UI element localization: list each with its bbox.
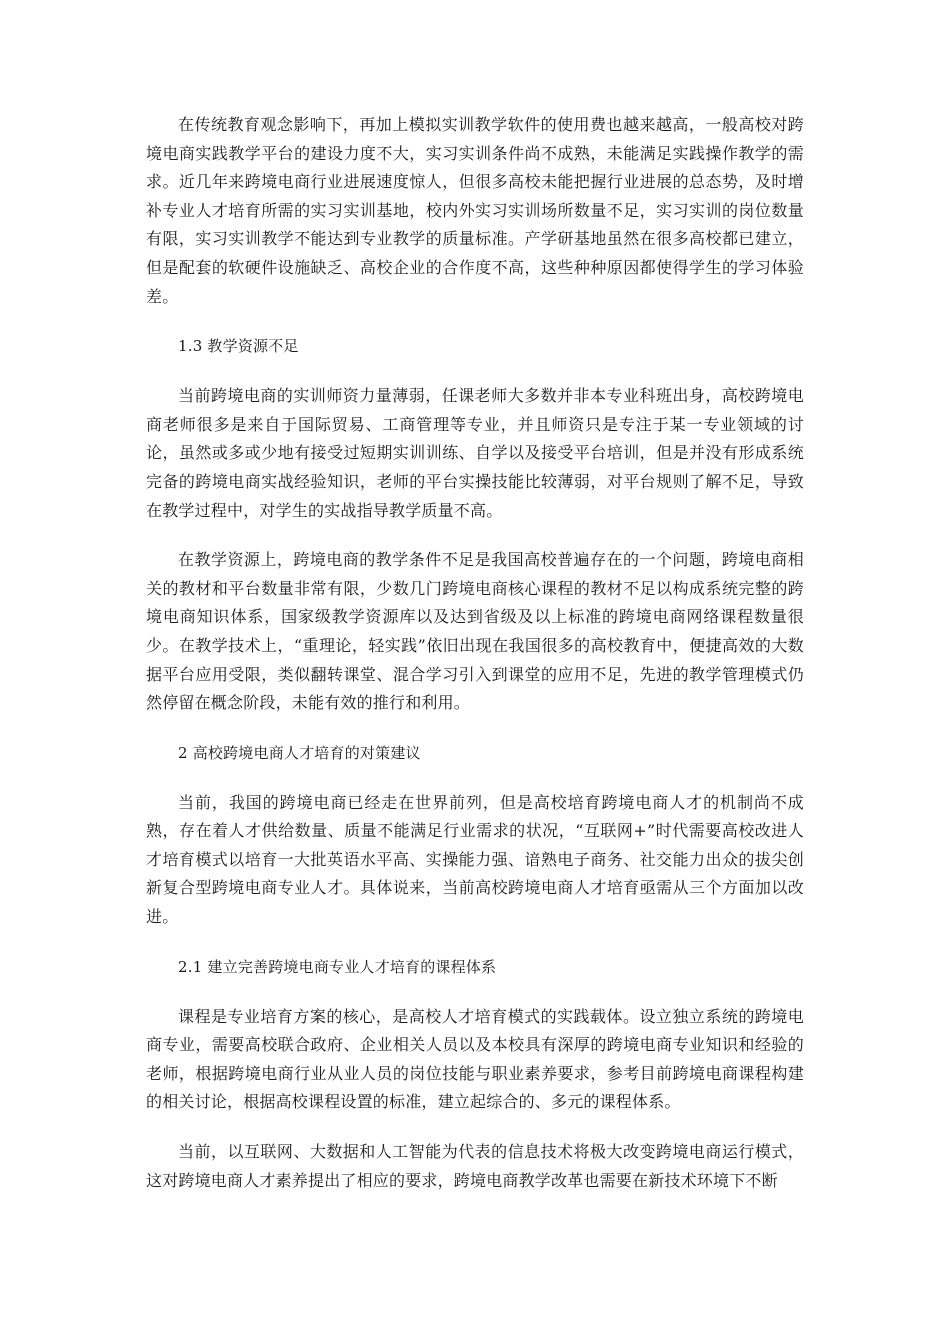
paragraph-countermeasures-intro: 当前，我国的跨境电商已经走在世界前列，但是高校培育跨境电商人才的机制尚不成熟，存在着人才供给数量、质量不能满足行业需求的状况，“互联网+”时代需要高校改进人才培育模式以培育一大批英语水平高、实操能力强、谙熟电子商务、社交能力出众的拔尖创新复合型跨境电商专业人才。具体说来，当前高校跨境电商人才培育亟需从三个方面加以改进。 [146, 792, 804, 927]
section-heading-2: 2 高校跨境电商人才培育的对策建议 [178, 743, 421, 762]
paragraph-teaching-resources: 在教学资源上，跨境电商的教学条件不足是我国高校普遍存在的一个问题，跨境电商相关的教材和平台数量非常有限，少数几门跨境电商核心课程的教材不足以构成系统完整的跨境电商知识体系，国家级教学资源库以及达到省级及以上标准的跨境电商网络课程数量很少。在教学技术上，“重理论，轻实践”依旧出现在我国很多的高校教育中，便捷高效的大数据平台应用受限，类似翻转课堂、混合学习引入到课堂的应用不足，先进的教学管理模式仍然停留在概念阶段，未能有效的推行和利用。 [146, 550, 804, 713]
paragraph-information-technology: 当前，以互联网、大数据和人工智能为代表的信息技术将极大改变跨境电商运行模式，这对跨境电商人才素养提出了相应的要求，跨境电商教学改革也需要在新技术环境下不断 [146, 1142, 804, 1190]
paragraph-curriculum-core: 课程是专业培育方案的核心，是高校人才培育模式的实践载体。设立独立系统的跨境电商专业，需要高校联合政府、企业相关人员以及本校具有深厚的跨境电商专业知识和经验的老师，根据跨境电商行业从业人员的岗位技能与职业素养要求，参考目前跨境电商课程构建的相关讨论，根据高校课程设置的标准，建立起综合的、多元的课程体系。 [146, 1006, 804, 1112]
document-page [146, 111, 804, 1195]
section-heading-2-1: 2.1 建立完善跨境电商专业人才培育的课程体系 [178, 957, 497, 976]
section-heading-1-3: 1.3 教学资源不足 [178, 337, 299, 356]
paragraph-teacher-resources: 当前跨境电商的实训师资力量薄弱，任课老师大多数并非本专业科班出身，高校跨境电商老师很多是来自于国际贸易、工商管理等专业，并且师资只是专注于某一专业领域的讨论，虽然或多或少地有接受过短期实训训练、自学以及接受平台培训，但是并没有形成系统完备的跨境电商实战经验知识，老师的平台实操技能比较薄弱，对平台规则了解不足，导致在教学过程中，对学生的实战指导教学质量不高。 [146, 386, 804, 520]
paragraph-practice-conditions: 在传统教育观念影响下，再加上模拟实训教学软件的使用费也越来越高，一般高校对跨境电商实践教学平台的建设力度不大，实习实训条件尚不成熟，未能满足实践操作教学的需求。近几年来跨境电商行业进展速度惊人，但很多高校未能把握行业进展的总态势，及时增补专业人才培育所需的实习实训基地，校内外实习实训场所数量不足，实习实训的岗位数量有限，实习实训教学不能达到专业教学的质量标准。产学研基地虽然在很多高校都已建立，但是配套的软硬件设施缺乏、高校企业的合作度不高，这些种种原因都使得学生的学习体验差。 [146, 115, 804, 306]
